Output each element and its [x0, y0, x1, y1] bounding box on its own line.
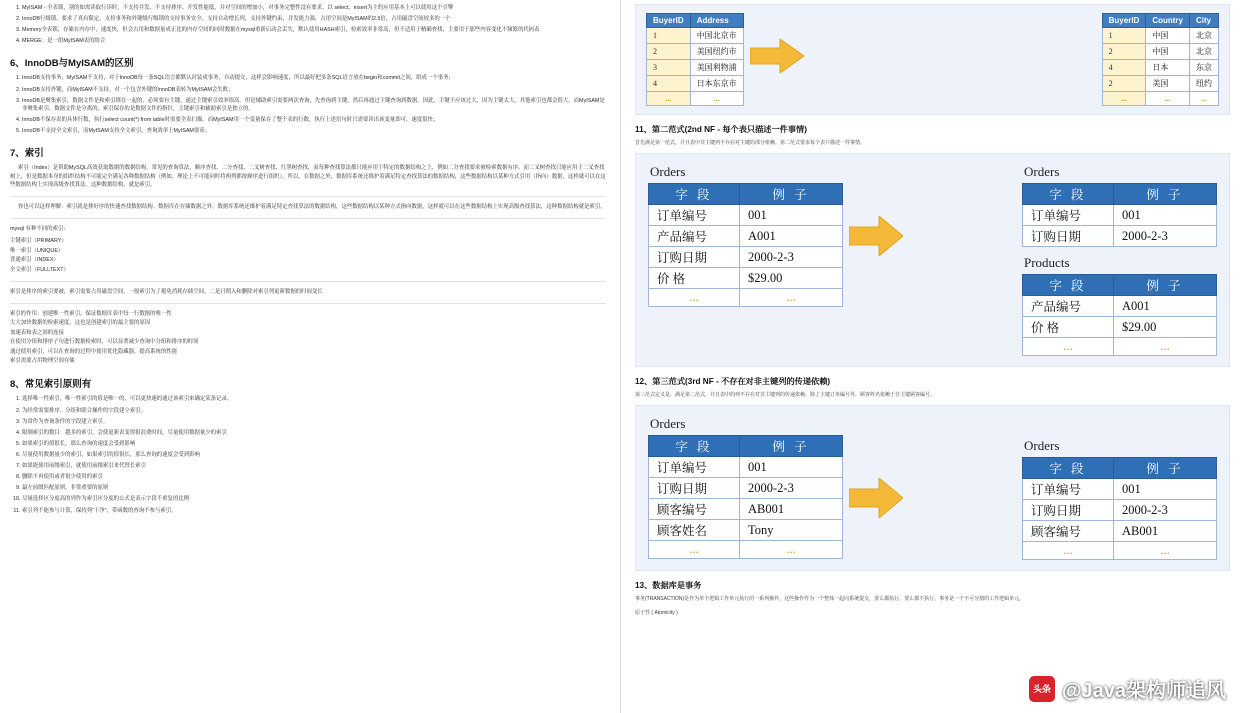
list-item: 1. InnoDB支持事务，MyISAM不支持，对于InnoDB每一条SQL语言都默认封装成事务，自动提交，这样会影响速度，所以最好把多条SQL语言放在begin和commit之间，组成一个事务；: [22, 74, 606, 82]
list-item: 2. 为经常需要排序、分组和联合操作的字段建立索引。: [22, 407, 606, 415]
table-row: [649, 499, 843, 520]
cell: 中国: [1146, 28, 1190, 44]
cell: 产品编号: [649, 226, 740, 247]
section-heading-index-rules: 8、常见索引原则有: [10, 379, 92, 391]
cell: ...: [647, 92, 691, 106]
column-header: 例 子: [1114, 184, 1217, 205]
table-row: [1102, 60, 1218, 76]
figure-3nf-before: [648, 416, 843, 559]
cell: 2000-2-3: [1114, 226, 1217, 247]
figure-2nf-before: [648, 164, 843, 307]
cell: 日本东京市: [690, 76, 743, 92]
cell: ...: [1190, 92, 1219, 106]
table-row: [1023, 479, 1217, 500]
cell: 001: [740, 457, 843, 478]
cell: 订单编号: [1023, 205, 1114, 226]
table-products-after: [1022, 274, 1217, 356]
table-row: [1023, 338, 1217, 356]
table-row: [649, 226, 843, 247]
column-header: BuyerID: [1102, 14, 1146, 28]
cell: 美国利物浦: [690, 60, 743, 76]
cell: 2000-2-3: [740, 478, 843, 499]
table-row: [649, 289, 843, 307]
table-row: [1023, 317, 1217, 338]
cell: 美国: [1146, 76, 1190, 92]
cell: 顾客姓名: [649, 520, 740, 541]
cell: 001: [740, 205, 843, 226]
arrow-right-icon: [849, 216, 903, 254]
list-item: 索引的作用：创建唯一性索引，保证数据库表中每一行数据的唯一性: [10, 310, 172, 317]
cell: $29.00: [1114, 317, 1217, 338]
list-item: 普通索引（INDEX）: [10, 257, 59, 264]
cell: ...: [1114, 542, 1217, 560]
cell: ...: [740, 541, 843, 559]
table-caption: Orders: [650, 164, 686, 179]
cell: 北京: [1190, 28, 1219, 44]
table-header-row: [1102, 14, 1218, 28]
watermark-text: @Java架构师追风: [1062, 680, 1226, 702]
innodb-difference-list: [22, 74, 606, 135]
cell: ...: [1023, 542, 1114, 560]
column-header: Country: [1146, 14, 1190, 28]
cell: A001: [740, 226, 843, 247]
cell: AB001: [1114, 521, 1217, 542]
cell: A001: [1114, 296, 1217, 317]
cell: ...: [1023, 338, 1114, 356]
column-header: Address: [690, 14, 743, 28]
index-advantage-list: [10, 310, 606, 367]
cell: 2: [1102, 76, 1146, 92]
cell: 订单编号: [649, 205, 740, 226]
table-header-row: [647, 14, 744, 28]
list-item: 4. MERGE：是一组MyISAM表的组合: [22, 37, 606, 45]
index-advantage-note: 索引是排序的索引要被，索引需要占用磁盘空间，一般索引为了避免消耗存储空间，二是日期入和删除对索引列更新数据的时间变长: [10, 289, 323, 296]
table-orders-3nf-after: [1022, 457, 1217, 560]
cell: 产品编号: [1023, 296, 1114, 317]
table-orders-3nf-before: [648, 435, 843, 559]
list-item: 1. 选择唯一性索引，唯一性索引的值是唯一的，可以更快速的通过该索引来确定某条记录。: [22, 395, 606, 403]
figure-buyer-split: [635, 4, 1230, 115]
figure-3nf: [635, 405, 1230, 571]
table-row: [649, 457, 843, 478]
list-item: 4. 限制索引的数目：越多的索引，会使更新表变得很浪费时间，尽量使用数据量少的索引: [22, 429, 606, 437]
table-caption: Products: [1024, 255, 1070, 270]
cell: AB001: [740, 499, 843, 520]
cell: 纽约: [1190, 76, 1219, 92]
cell: 2000-2-3: [740, 247, 843, 268]
index-type-list: [10, 237, 606, 275]
table-row: [1102, 44, 1218, 60]
watermark: [1029, 674, 1226, 703]
table-header-row: [649, 436, 843, 457]
column-header: BuyerID: [647, 14, 691, 28]
figure-2nf: [635, 153, 1230, 367]
transaction-desc: 事务(TRANSACTION)是作为单个逻辑工作单元执行的一系列操作，这些操作作为一个整体一起向系统提交，要么都执行、要么都不执行。事务是一个不可分割的工作逻辑单元。: [635, 596, 1025, 602]
cell: 2: [647, 44, 691, 60]
column-header: 例 子: [740, 184, 843, 205]
cell: 订单编号: [1023, 479, 1114, 500]
cell: 中国北京市: [690, 28, 743, 44]
table-row: [647, 60, 744, 76]
list-item: 10. 尽量选择区分度高的列作为索引区分度的公式是表示字段不重复的比例: [22, 495, 606, 503]
table-row: [649, 268, 843, 289]
list-item: 3. Memory全表锁，存储在内存中，速度快，但会占用和数据量成正比的内存空间的同时数据在mysql重新启动会丢失，默认使用HASH索引，检索效率非常高，但不适用于精确查找，主要用于那些内容变化不频繁的代码表: [22, 26, 606, 34]
cell: 东京: [1190, 60, 1219, 76]
index-paragraph-2: 你也可以这样理解：索引就是排好序的快速查找数据结构。数据库在存储数据之外，数据库系统还维护着满足特定查找算法的数据结构，这些数据结构以某种方式指向数据，这样就可以在这些数据结构上实现高级查找算法，这种数据结构就是索引。: [18, 204, 606, 211]
table-row: [1023, 500, 1217, 521]
cell: 001: [1114, 205, 1217, 226]
list-item: 索引需要占用物理空间存储: [10, 358, 75, 365]
table-buyer-address: [646, 13, 744, 106]
table-orders-after: [1022, 183, 1217, 247]
table-orders-before: [648, 183, 843, 307]
table-row: [1023, 296, 1217, 317]
list-item: 2. InnoDB行级锁，要求了真有限定，支持事务和外键级行级锁的支持事务安全、支持自动增长列，支持外键约束，并发能力强，占用空间是MyISAM的2.5倍，占用磁盘空间较多的一个: [22, 15, 606, 23]
cell: ...: [1102, 92, 1146, 106]
section-desc-2nf: 首先满足第一范式，并且表中非主键列不存在对主键的部分依赖。第二范式要求每个表只描述一件事情。: [635, 140, 866, 146]
table-row: [1023, 521, 1217, 542]
cell: ...: [649, 289, 740, 307]
column-header: 字 段: [649, 436, 740, 457]
cell: 订单编号: [649, 457, 740, 478]
list-item: 5. 如果索引的值很长，那么查询的速度会受到影响: [22, 440, 606, 448]
list-item: 5. InnoDB不支持全文索引，而MyISAM支持全文索引，查询效率上MyISAM要高；: [22, 127, 606, 135]
figure-2nf-after: [1022, 164, 1217, 356]
cell: 4: [647, 76, 691, 92]
list-item: 1. MyISAM - 全表锁，别的如需读取行读时，不支持并发、不支持排序、开发性能低，并对空间的增加小，对事务完整性没有要求，以 select、insert为主的应用基本上可以使用这个引擎: [22, 4, 606, 12]
table-row: [647, 28, 744, 44]
cell: 价 格: [649, 268, 740, 289]
section-heading-transaction: 13、数据库是事务: [635, 581, 702, 590]
cell: ...: [649, 541, 740, 559]
list-item: 6. 尽量使用数据量少的索引，如果索引的值很长，那么查询的速度会受到影响: [22, 451, 606, 459]
section-heading-2nf: 11、第二范式(2nd NF - 每个表只描述一件事情): [635, 125, 807, 134]
table-header-row: [1023, 275, 1217, 296]
divider: [10, 303, 606, 304]
arrow-right-icon: [750, 39, 804, 77]
arrow-right-icon: [849, 478, 903, 516]
list-item: 唯一索引（UNIQUE）: [10, 247, 64, 254]
right-page-column: [620, 0, 1240, 713]
cell: 1: [647, 28, 691, 44]
list-item: 3. 为常作为查询条件的字段建立索引。: [22, 418, 606, 426]
list-item: 在使用分组和排序子句进行数据检索时，可以显著减少查询中分组和排序的时间: [10, 339, 199, 346]
table-row: [1023, 205, 1217, 226]
table-caption: Orders: [1024, 164, 1060, 179]
list-item: 11. 索引列不能参与计算，保持列“干净”，带函数的查询不参与索引。: [22, 507, 606, 515]
divider: [10, 281, 606, 282]
table-row: [1102, 28, 1218, 44]
table-row: [649, 247, 843, 268]
list-item: 大大加快数据的检索速度，这也是创建索引的最主要的原因: [10, 320, 151, 327]
column-header: City: [1190, 14, 1219, 28]
table-row: [649, 478, 843, 499]
section-desc-3nf: 第三范式定义是，满足第二范式，并且表中的列不存在对非主键列的传递依赖。除了主键订单编号外，顾客姓名依赖于非主键顾客编号。: [635, 392, 936, 398]
section-heading-index: 7、索引: [10, 148, 44, 160]
section-heading-3nf: 12、第三范式(3rd NF - 不存在对非主键列的传递依赖): [635, 377, 831, 386]
table-header-row: [1023, 458, 1217, 479]
column-header: 例 子: [1114, 275, 1217, 296]
cell: $29.00: [740, 268, 843, 289]
cell: 中国: [1146, 44, 1190, 60]
cell: Tony: [740, 520, 843, 541]
list-item: 主键索引（PRIMARY）: [10, 238, 67, 245]
toutiao-badge-icon: 头条: [1029, 676, 1055, 702]
cell: 顾客编号: [649, 499, 740, 520]
table-header-row: [649, 184, 843, 205]
cell: 3: [647, 60, 691, 76]
divider: [10, 218, 606, 219]
storage-engine-list: [22, 4, 606, 45]
list-item: 2. InnoDB支持外键，而MyISAM不支持。对一个包含外键的InnoDB表转为MyISAM会失败；: [22, 86, 606, 94]
column-header: 字 段: [1023, 275, 1114, 296]
table-row: [1023, 226, 1217, 247]
table-row: [1102, 92, 1218, 106]
cell: 顾客编号: [1023, 521, 1114, 542]
list-item: 加速表和表之间的连接: [10, 329, 64, 336]
cell: 日本: [1146, 60, 1190, 76]
column-header: 字 段: [1023, 184, 1114, 205]
cell: ...: [690, 92, 743, 106]
section-heading-innodb-vs-myisam: 6、InnoDB与MyISAM的区别: [10, 58, 134, 70]
cell: 订购日期: [1023, 500, 1114, 521]
table-row: [647, 92, 744, 106]
table-caption: Orders: [1024, 438, 1060, 453]
list-item: 8. 删除不再使用或者很少使用的索引: [22, 473, 606, 481]
list-item: 7. 如果能使用前缀索引，就使用前缀索引来代替长索引: [22, 462, 606, 470]
cell: 订购日期: [649, 478, 740, 499]
cell: 2: [1102, 44, 1146, 60]
table-row: [649, 205, 843, 226]
table-row: [649, 520, 843, 541]
table-row: [1102, 76, 1218, 92]
column-header: 例 子: [740, 436, 843, 457]
column-header: 字 段: [1023, 458, 1114, 479]
cell: 1: [1102, 28, 1146, 44]
figure-3nf-after: [1022, 438, 1217, 560]
cell: 001: [1114, 479, 1217, 500]
table-header-row: [1023, 184, 1217, 205]
index-rule-list: [22, 395, 606, 514]
cell: ...: [740, 289, 843, 307]
cell: ...: [1114, 338, 1217, 356]
index-paragraph-3: mysql 有种不同的索引：: [10, 225, 69, 232]
list-item: 全文索引（FULLTEXT）: [10, 266, 69, 273]
cell: 4: [1102, 60, 1146, 76]
column-header: 字 段: [649, 184, 740, 205]
cell: 订购日期: [649, 247, 740, 268]
cell: ...: [1146, 92, 1190, 106]
transaction-atomicity: 原子性 ( Atomicity ): [635, 610, 678, 616]
table-row: [647, 76, 744, 92]
cell: 订购日期: [1023, 226, 1114, 247]
table-buyer-country-city: [1102, 13, 1219, 106]
column-header: 例 子: [1114, 458, 1217, 479]
list-item: 通过使用索引，可以在查询的过程中使用优化隐藏器，提高系统的性能: [10, 348, 178, 355]
table-row: [647, 44, 744, 60]
cell: 北京: [1190, 44, 1219, 60]
table-caption: Orders: [650, 416, 686, 431]
list-item: 9. 最左前缀匹配原则，非常重要的原则: [22, 484, 606, 492]
list-item: 3. InnoDB是聚集索引，数据文件是和索引绑在一起的，必须要有主键，通过主键索引效率很高。但是辅助索引需要两次查询，先查询到主键，然后再通过主键查询到数据。因此，主键不应该过大，因为主键太大，其他索引也都会很大。而MyISAM是非聚集索引，数据文件是分离的，索引保存的是数据文件的指针，主键索引和辅助索引是独立的。: [22, 97, 606, 113]
divider: [10, 196, 606, 197]
cell: 价 格: [1023, 317, 1114, 338]
table-row: [649, 541, 843, 559]
cell: 2000-2-3: [1114, 500, 1217, 521]
cell: 美国纽约市: [690, 44, 743, 60]
index-paragraph-1: 索引（Index）是帮助MySQL高效获取数据的数据结构。常见的查询算法，顺序查找、二分查找、二叉树查找、红黑树查找，而每种查找算法都只能应用于特定的数据结构之上，例如二分查找要求被检索数据有序，而二叉树查找只能应用于二叉查找树上，但是数据本身的组织结构不可能完全满足各种数据结构（例如，理论上不可能同时将两列都按顺序进行组织），所以，在数据之外，数据库系统还维护着满足特定查找算法的数据结构，这些数据结构以某种方式引用（指向）数据，这样就可以在这些数据结构上实现高级查找算法。这种数据结构，就是索引。: [10, 165, 606, 189]
list-item: 4. InnoDB不保存表的具体行数，执行select count(*) from table时需要全表扫描。而MyISAM用一个变量保存了整个表的行数，执行上述语句时只需要读出该变量即可，速度很快；: [22, 116, 606, 124]
table-row: [1023, 542, 1217, 560]
